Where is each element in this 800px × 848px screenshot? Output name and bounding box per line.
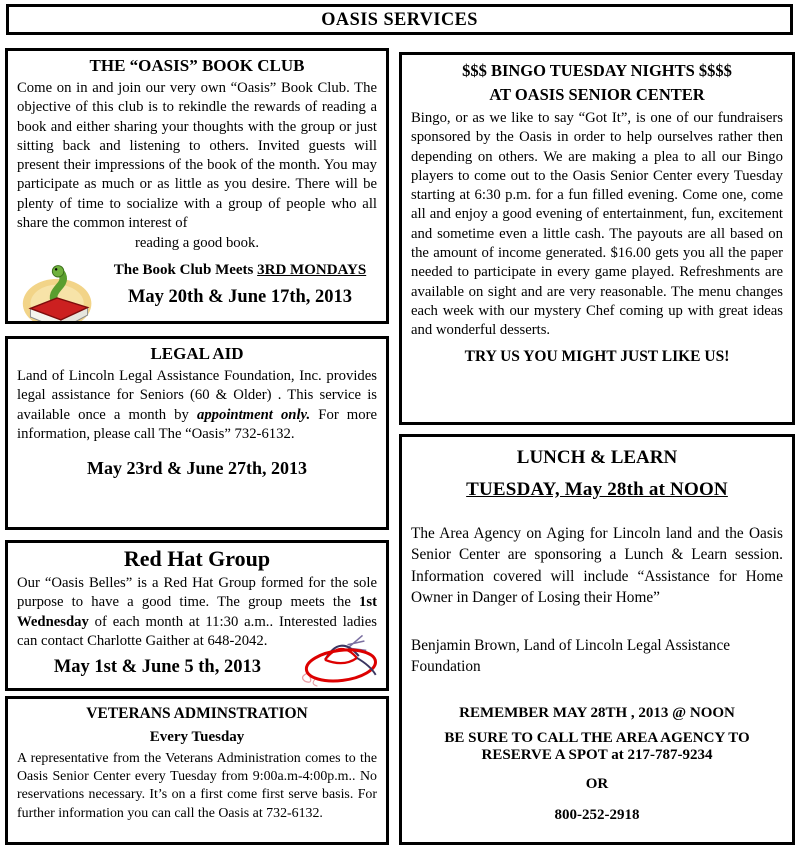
lunch-phone-number: 800-252-2918 xyxy=(554,807,640,824)
lunch-body: The Area Agency on Aging for Lincoln land and the Oasis Senior Center are sponsoring a Lunch & Learn session. Information covered will include “Assistance for Home Owner in Danger of Losing their Home” xyxy=(411,525,783,607)
section-lunch-and-learn xyxy=(399,434,795,845)
lunch-or-label: OR xyxy=(585,776,609,793)
book-club-meets-day: 3RD MONDAYS xyxy=(257,262,367,279)
red-hat-dates: May 1st & June 5 th, 2013 xyxy=(53,657,261,678)
legal-aid-body xyxy=(17,367,377,444)
red-hat-title: Red Hat Group xyxy=(123,546,271,571)
legal-aid-dates: May 23rd & June 27th, 2013 xyxy=(87,458,307,479)
book-club-title: THE “OASIS” BOOK CLUB xyxy=(89,56,305,75)
veterans-body: A representative from the Veterans Administration comes to the Oasis Senior Center every Tuesday from 9:00a.m-4:00p.m.. No reservations necessary. It’s on a first come first serve basis. For further information you can call the Oasis at 732-6132. xyxy=(17,751,377,821)
book-club-body: Come on in and join our very own “Oasis” Book Club. The objective of this club is to rekindle the rewards of reading a book and either sharing your thoughts with the group or just sitting back and listening to others. Invited guests will present their impressions of the book of the month. You may participate as much or as little as you desire. There will be plenty of time to socialize with a group of people who all share the common interest of xyxy=(17,80,377,232)
lunch-call-line: BE SURE TO CALL THE AREA AGENCY TO RESERVE A SPOT at 217-787-9234 xyxy=(444,730,750,764)
bingo-title-line2: AT OASIS SENIOR CENTER xyxy=(489,85,705,104)
red-hat-bold-day: 1st Wednesday xyxy=(17,594,377,630)
red-hat-icon xyxy=(296,626,384,688)
page-header xyxy=(6,4,793,35)
book-club-body-tail: reading a good book. xyxy=(135,235,259,252)
section-bingo xyxy=(399,52,795,425)
lunch-speaker: Benjamin Brown, Land of Lincoln Legal Assistance Foundation xyxy=(411,636,731,676)
lunch-subtitle: TUESDAY, May 28th at NOON xyxy=(466,479,728,500)
bingo-title-line1: $$$ BINGO TUESDAY NIGHTS $$$$ xyxy=(462,61,732,80)
legal-aid-title: LEGAL AID xyxy=(150,344,244,363)
red-hat-body-1: Our “Oasis Belles” is a Red Hat Group formed for the sole purpose to have a good time. The group meets the xyxy=(17,575,377,611)
legal-aid-body-2: For more information, please call The “Oasis” 732-6132. xyxy=(17,406,377,442)
bookworm-book-icon xyxy=(19,258,99,324)
lunch-title: LUNCH & LEARN xyxy=(516,447,678,468)
veterans-title: VETERANS ADMINSTRATION xyxy=(86,705,308,722)
legal-aid-body-1: Land of Lincoln Legal Assistance Foundation, Inc. provides legal assistance for Seniors (60 & Older) . This service is available once a month by xyxy=(17,368,377,423)
book-club-meets-prefix: The Book Club Meets xyxy=(113,262,258,279)
veterans-subtitle: Every Tuesday xyxy=(149,729,245,745)
bingo-slogan: TRY US YOU MIGHT JUST LIKE US! xyxy=(464,347,730,365)
section-veterans-administration xyxy=(5,696,389,845)
lunch-remember-line: REMEMBER MAY 28TH , 2013 @ NOON xyxy=(459,705,735,722)
page-title: OASIS SERVICES xyxy=(321,8,478,30)
red-hat-body-2: of each month at 11:30 a.m.. Interested ladies can contact Charlotte Gaither at 648-2042. xyxy=(17,613,377,649)
section-book-club xyxy=(5,48,389,324)
section-red-hat-group xyxy=(5,540,389,691)
bingo-body: Bingo, or as we like to say “Got It”, is one of our fundraisers sponsored by the Oasis in order to help ourselves rather then depending on others. We are making a plea to all our Bingo players to come out to the Oasis Senior Center every Tuesday starting at 6:30 p.m. for a fun filled evening. Come one, come all and enjoy a good evening of entertainment, fun, excitement and sometime even a little cash. The payouts are all based on the amount of income generated. $16.00 gets you all the paper needed to participate in every game played. Refreshments are available on sight and are very reasonable. The menu changes each week with our mystery Chef coming up with great ideas and wonderful desserts. xyxy=(411,110,783,339)
legal-aid-emphasis: appointment only. xyxy=(196,406,311,423)
section-legal-aid xyxy=(5,336,389,530)
book-club-dates: May 20th & June 17th, 2013 xyxy=(127,287,353,308)
